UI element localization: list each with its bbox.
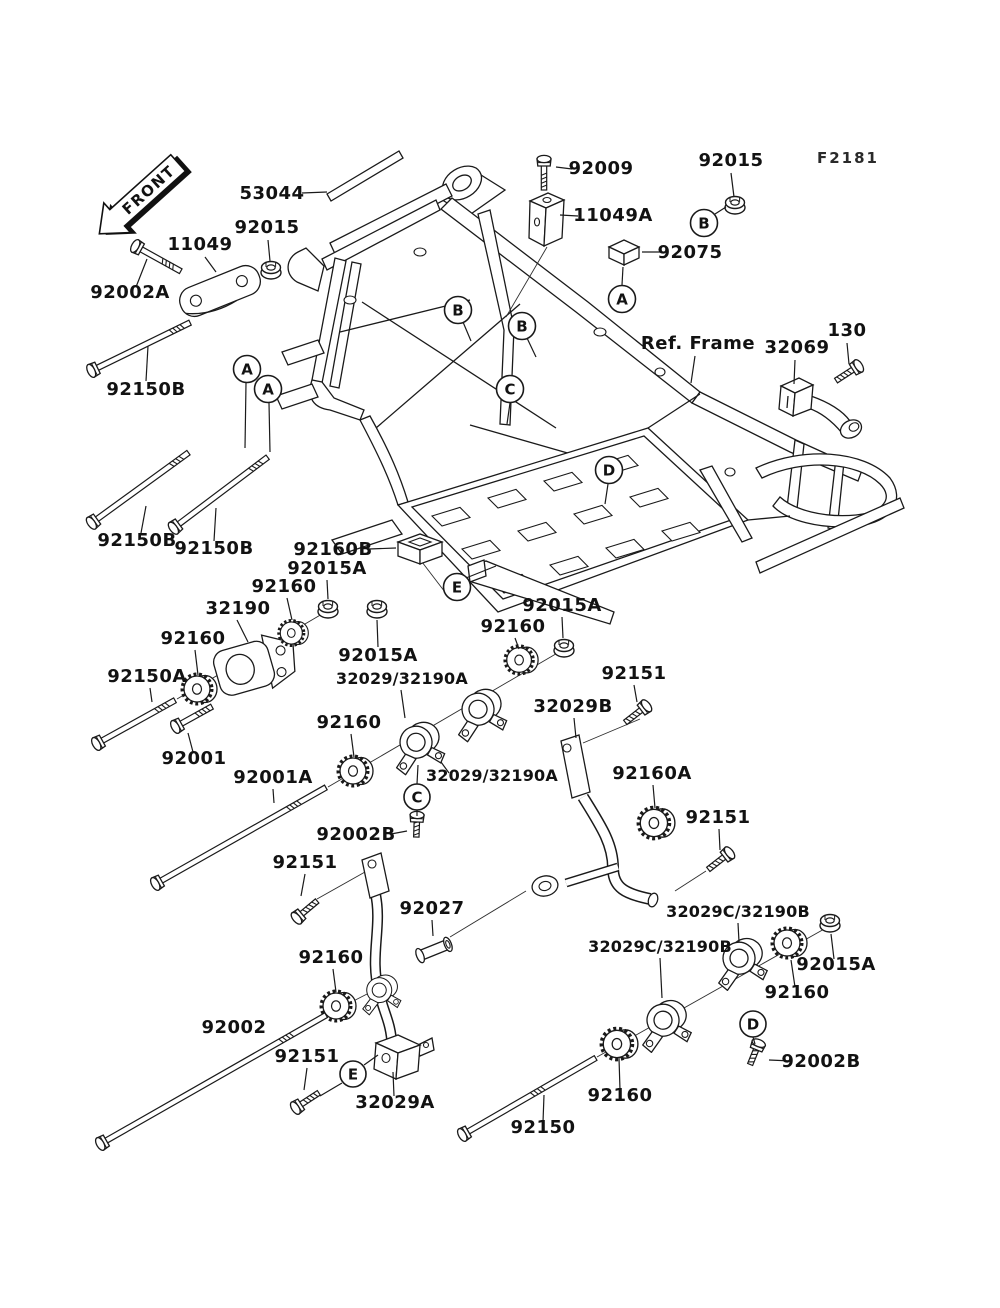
part-clamp-32029-32190a-2 — [449, 686, 509, 744]
part-label-130: 130 — [827, 320, 867, 341]
part-label-32029-32190a: 32029/32190A — [426, 766, 558, 785]
callout-letter: E — [451, 578, 463, 597]
part-bolt-92150a — [90, 694, 179, 752]
part-bolt-92150b-1 — [85, 316, 193, 378]
part-label-92002a: 92002A — [90, 282, 170, 303]
callout-letter: B — [698, 214, 710, 233]
callout-c-2 — [404, 784, 430, 810]
part-label-11049: 11049 — [167, 234, 233, 255]
part-label-92015a: 92015A — [796, 954, 876, 975]
part-label-92015a: 92015A — [287, 558, 367, 579]
part-label-92027: 92027 — [399, 898, 465, 919]
part-nut-92015a-3 — [554, 640, 574, 658]
part-label-92150b: 92150B — [106, 379, 186, 400]
part-label-92151: 92151 — [685, 807, 751, 828]
part-bolt-92002b-2 — [744, 1037, 767, 1067]
part-label-32190: 32190 — [205, 598, 271, 619]
part-label-92001: 92001 — [161, 748, 227, 769]
part-bracket-11049 — [175, 261, 265, 322]
callout-letter: C — [504, 380, 516, 399]
front-arrow-label: FRONT — [118, 161, 179, 219]
part-label-92002b: 92002B — [316, 824, 396, 845]
part-label-92009: 92009 — [568, 158, 634, 179]
strap-end — [362, 853, 389, 898]
part-label-32069: 32069 — [764, 337, 830, 358]
part-label-92160: 92160 — [587, 1085, 653, 1106]
part-label-11049a: 11049A — [573, 205, 653, 226]
part-damper-92075 — [609, 240, 639, 265]
part-bolt-92001a — [149, 781, 330, 891]
part-bolt-92151-4 — [288, 1087, 322, 1116]
part-label-92151: 92151 — [601, 663, 667, 684]
part-bolt-92001 — [169, 700, 216, 734]
part-label-92160: 92160 — [298, 947, 364, 968]
part-bolt-92151-1 — [289, 896, 321, 926]
part-nut-92015a-1 — [318, 601, 338, 619]
part-nut-92015a-4 — [820, 915, 840, 933]
callout-d-1 — [596, 457, 623, 484]
part-bushing-92160-3 — [339, 757, 374, 786]
part-bushing-92160-6 — [602, 1029, 638, 1059]
part-label-92151: 92151 — [272, 852, 338, 873]
part-label-32029c-32190b: 32029C/32190B — [588, 937, 732, 956]
part-label-92150b: 92150B — [174, 538, 254, 559]
figure-code: F2181 — [817, 149, 879, 167]
callout-letter: B — [516, 317, 528, 336]
callout-letter: A — [241, 360, 253, 379]
part-label-32029-32190a: 32029/32190A — [336, 669, 468, 688]
part-label-92160: 92160 — [316, 712, 382, 733]
part-label-92160: 92160 — [764, 982, 830, 1003]
part-bushing-92160a — [639, 808, 675, 838]
part-label-92160a: 92160A — [612, 763, 692, 784]
callout-d-2 — [740, 1011, 766, 1037]
part-label-92150b: 92150B — [97, 530, 177, 551]
part-label-92075: 92075 — [657, 242, 723, 263]
part-label-92015: 92015 — [698, 150, 764, 171]
part-bolt-92150b-3 — [166, 452, 272, 536]
part-nut-92015a-2 — [367, 601, 387, 619]
part-spacer-92027 — [414, 936, 454, 964]
part-label-53044: 53044 — [239, 183, 305, 204]
part-bolt-92009 — [537, 155, 551, 190]
callout-letter: D — [602, 461, 616, 480]
part-label-32029b: 32029B — [533, 696, 613, 717]
part-label-92015a: 92015A — [522, 595, 602, 616]
callout-a-1 — [234, 356, 261, 383]
ref-frame-label: Ref. Frame — [640, 333, 756, 354]
part-bushing-92160-4 — [505, 646, 538, 674]
part-label-32029a: 32029A — [355, 1092, 435, 1113]
part-bracket-32029a — [374, 1035, 434, 1079]
part-bolt-92150b-2 — [84, 447, 192, 531]
part-label-92002: 92002 — [201, 1017, 267, 1038]
part-label-32029c-32190b: 32029C/32190B — [666, 902, 810, 921]
callout-a-3 — [609, 286, 636, 313]
part-label-92001a: 92001A — [233, 767, 313, 788]
part-bolt-92151-2 — [621, 698, 654, 728]
callout-b-3 — [691, 210, 718, 237]
rod-53044 — [327, 151, 403, 201]
callout-letter: D — [746, 1015, 760, 1034]
stabilizer-pipe-left — [362, 853, 392, 1046]
callout-letter: C — [411, 788, 423, 807]
callout-b-2 — [509, 313, 536, 340]
part-bushing-92160-2 — [183, 675, 218, 704]
part-label-92160b: 92160B — [293, 539, 373, 560]
part-bushing-92160-1 — [279, 621, 308, 646]
part-nut-92015-1 — [725, 197, 745, 215]
callout-c-1 — [497, 376, 524, 403]
part-clamp-32029c-32190b-2 — [635, 997, 694, 1053]
callout-e-2 — [340, 1061, 366, 1087]
part-label-92015a: 92015A — [338, 645, 418, 666]
callout-letter: A — [262, 380, 274, 399]
part-label-92150: 92150 — [510, 1117, 576, 1138]
part-label-92160: 92160 — [160, 628, 226, 649]
part-bracket-32069 — [779, 378, 865, 442]
part-label-92160: 92160 — [251, 576, 317, 597]
callout-e-1 — [444, 574, 471, 601]
part-nut-92015-2 — [261, 262, 281, 280]
part-label-92160: 92160 — [480, 616, 546, 637]
callout-letter: B — [452, 301, 464, 320]
part-label-92015: 92015 — [234, 217, 300, 238]
callout-letter: E — [347, 1065, 359, 1084]
callout-a-2 — [255, 376, 282, 403]
part-label-92150a: 92150A — [107, 666, 187, 687]
callout-b-1 — [445, 297, 472, 324]
part-label-92002b: 92002B — [781, 1051, 861, 1072]
part-bracket-11049a — [529, 193, 564, 246]
callout-letter: A — [616, 290, 628, 309]
part-label-92151: 92151 — [274, 1046, 340, 1067]
